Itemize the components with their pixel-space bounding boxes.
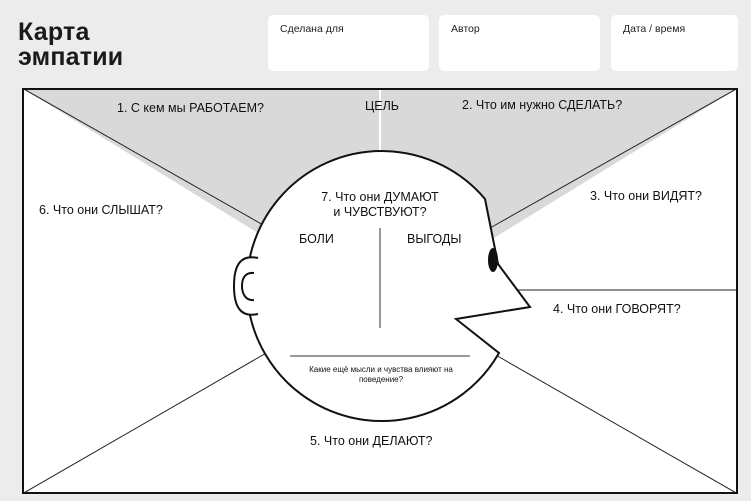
page-title	[18, 20, 123, 70]
empathy-map-canvas	[22, 88, 738, 494]
who-we-work-with-label: 1. С кем мы РАБОТАЕМ?	[117, 101, 264, 115]
made-for-label: Сделана для	[280, 23, 344, 35]
think-and-feel-label	[309, 190, 451, 220]
title-line-2: эмпатии	[18, 43, 124, 71]
what-they-see-label: 3. Что они ВИДЯТ?	[590, 189, 702, 203]
eye-icon	[488, 248, 498, 272]
other-thoughts-label: Какие ещё мысли и чувства влияют на поведение?	[309, 365, 453, 384]
made-for-field[interactable]	[268, 15, 429, 71]
datetime-label: Дата / время	[623, 23, 686, 35]
goal-label: ЦЕЛЬ	[365, 99, 399, 113]
ear-icon	[234, 257, 258, 315]
title-line-1: Карта	[18, 18, 90, 46]
what-they-need-label: 2. Что им нужно СДЕЛАТЬ?	[462, 98, 623, 112]
author-label: Автор	[451, 23, 480, 35]
what-they-hear-label: 6. Что они СЛЫШАТ?	[39, 203, 163, 217]
think-and-feel-line-2: и ЧУВСТВУЮТ?	[333, 205, 427, 219]
what-they-do-label: 5. Что они ДЕЛАЮТ?	[310, 434, 433, 448]
pains-label: БОЛИ	[299, 232, 334, 246]
what-they-say-label: 4. Что они ГОВОРЯТ?	[553, 302, 681, 316]
gains-label: ВЫГОДЫ	[407, 232, 462, 246]
think-and-feel-line-1: 7. Что они ДУМАЮТ	[321, 190, 439, 204]
author-field[interactable]	[439, 15, 600, 71]
datetime-field[interactable]	[611, 15, 738, 71]
